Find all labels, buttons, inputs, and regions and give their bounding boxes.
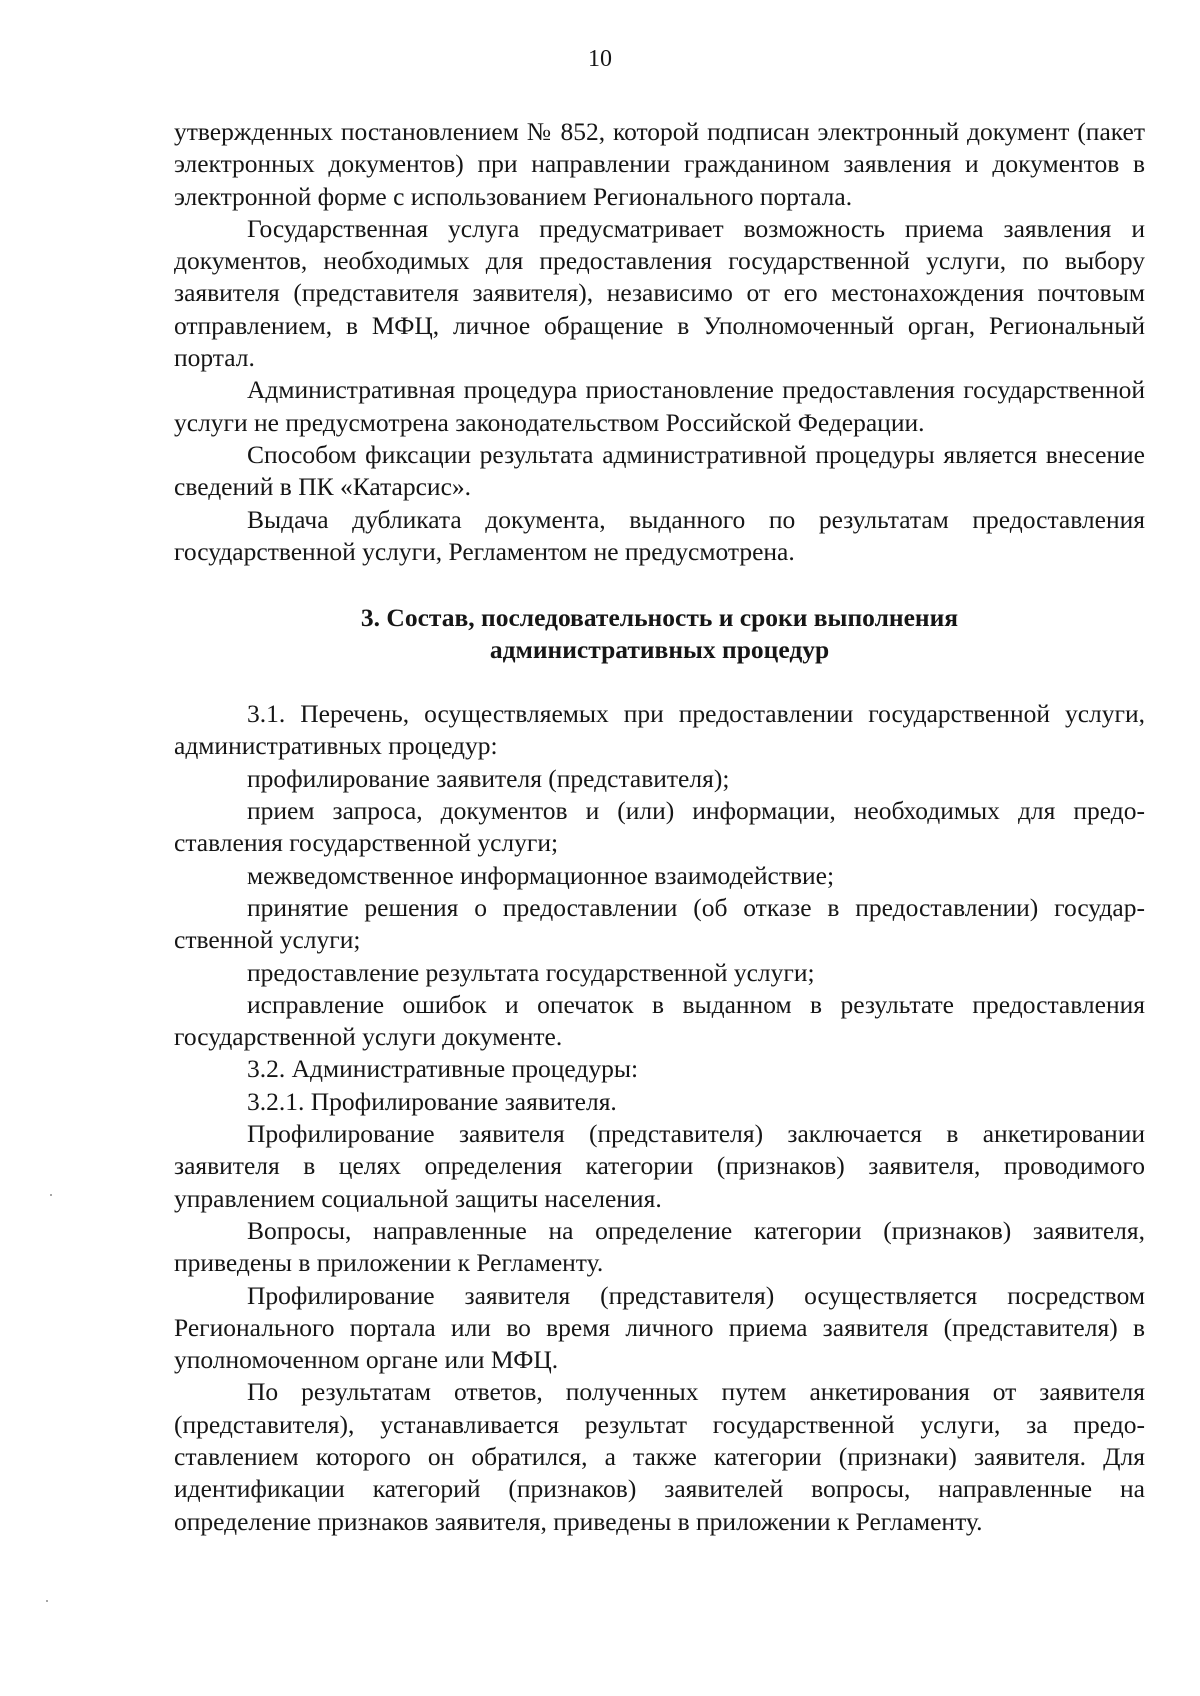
section-heading-line: 3. Состав, последовательность и сроки выполнения bbox=[360, 603, 959, 633]
list-item: предоставление результата государственной услуги; bbox=[247, 957, 815, 987]
section-heading-line: административных процедур bbox=[489, 635, 830, 665]
paragraph: Профилирование заявителя (представителя) осуществляется посредством Регионального портала или во время личного приема заявителя (представителя) в уполномоченном органе или МФЦ. bbox=[174, 1280, 1145, 1375]
document-body bbox=[174, 116, 1145, 1538]
paragraph: Административная процедура приостановление предоставления государственной услуги не предусмотрена законодательством Российской Федерации. bbox=[174, 375, 1145, 437]
paragraph: 3.1. Перечень, осуществляемых при предоставлении государственной услуги, административных процедур: bbox=[174, 699, 1145, 761]
subsection-title: 3.2.1. Профилирование заявителя. bbox=[247, 1086, 617, 1116]
paragraph: утвержденных постановлением № 852, которой подписан электронный документ (пакет электронных документов) при направлении гражданином заявления и документов в электронной форме с использованием Регионального портала. bbox=[174, 117, 1145, 211]
list-item: межведомственное информационное взаимодействие; bbox=[247, 860, 835, 890]
scan-speck bbox=[46, 1600, 48, 1602]
paragraph: Выдача дубликата документа, выданного по результатам предоставления государственной услуги, Регламентом не предусмотрена. bbox=[174, 504, 1145, 566]
paragraph: По результатам ответов, полученных путем анкетирования от заявителя (представителя), устанавливается результат государственной услуги, за предоставлением которого он обратился, а также категории (признаки) заявителя. Для идентификации категорий (признаков) заявителей вопросы, направленные на определение признаков заявителя, приведены в приложении к Регламенту. bbox=[174, 1377, 1145, 1536]
list-item: профилирование заявителя (представителя); bbox=[247, 763, 730, 793]
section-heading bbox=[174, 602, 1145, 666]
page-number: 10 bbox=[588, 46, 612, 72]
list-item: исправление ошибок и опечаток в выданном в результате предоставления государственной услуги документе. bbox=[174, 989, 1145, 1052]
paragraph: Вопросы, направленные на определение категории (признаков) заявителя, приведены в приложении к Регламенту. bbox=[174, 1215, 1145, 1278]
list-item: прием запроса, документов и (или) информации, необходимых для предоставления государственной услуги; bbox=[174, 796, 1145, 858]
scan-speck bbox=[50, 1194, 52, 1196]
paragraph: Профилирование заявителя (представителя) заключается в анкетировании заявителя в целях определения категории (признаков) заявителя, проводимого управлением социальной защиты населения. bbox=[174, 1119, 1145, 1213]
paragraph: Способом фиксации результата административной процедуры является внесение сведений в ПК «Катарсис». bbox=[174, 439, 1145, 502]
paragraph: Государственная услуга предусматривает возможность приема заявления и документов, необходимых для предоставления государственной услуги, по выбору заявителя (представителя заявителя), независимо от его местонахождения почтовым отправлением, в МФЦ, личное обращение в Уполномоченный орган, Региональный портал. bbox=[174, 213, 1145, 373]
list-item: принятие решения о предоставлении (об отказе в предоставлении) государственной услуги; bbox=[174, 892, 1145, 955]
subsection-title: 3.2. Административные процедуры: bbox=[247, 1054, 639, 1084]
